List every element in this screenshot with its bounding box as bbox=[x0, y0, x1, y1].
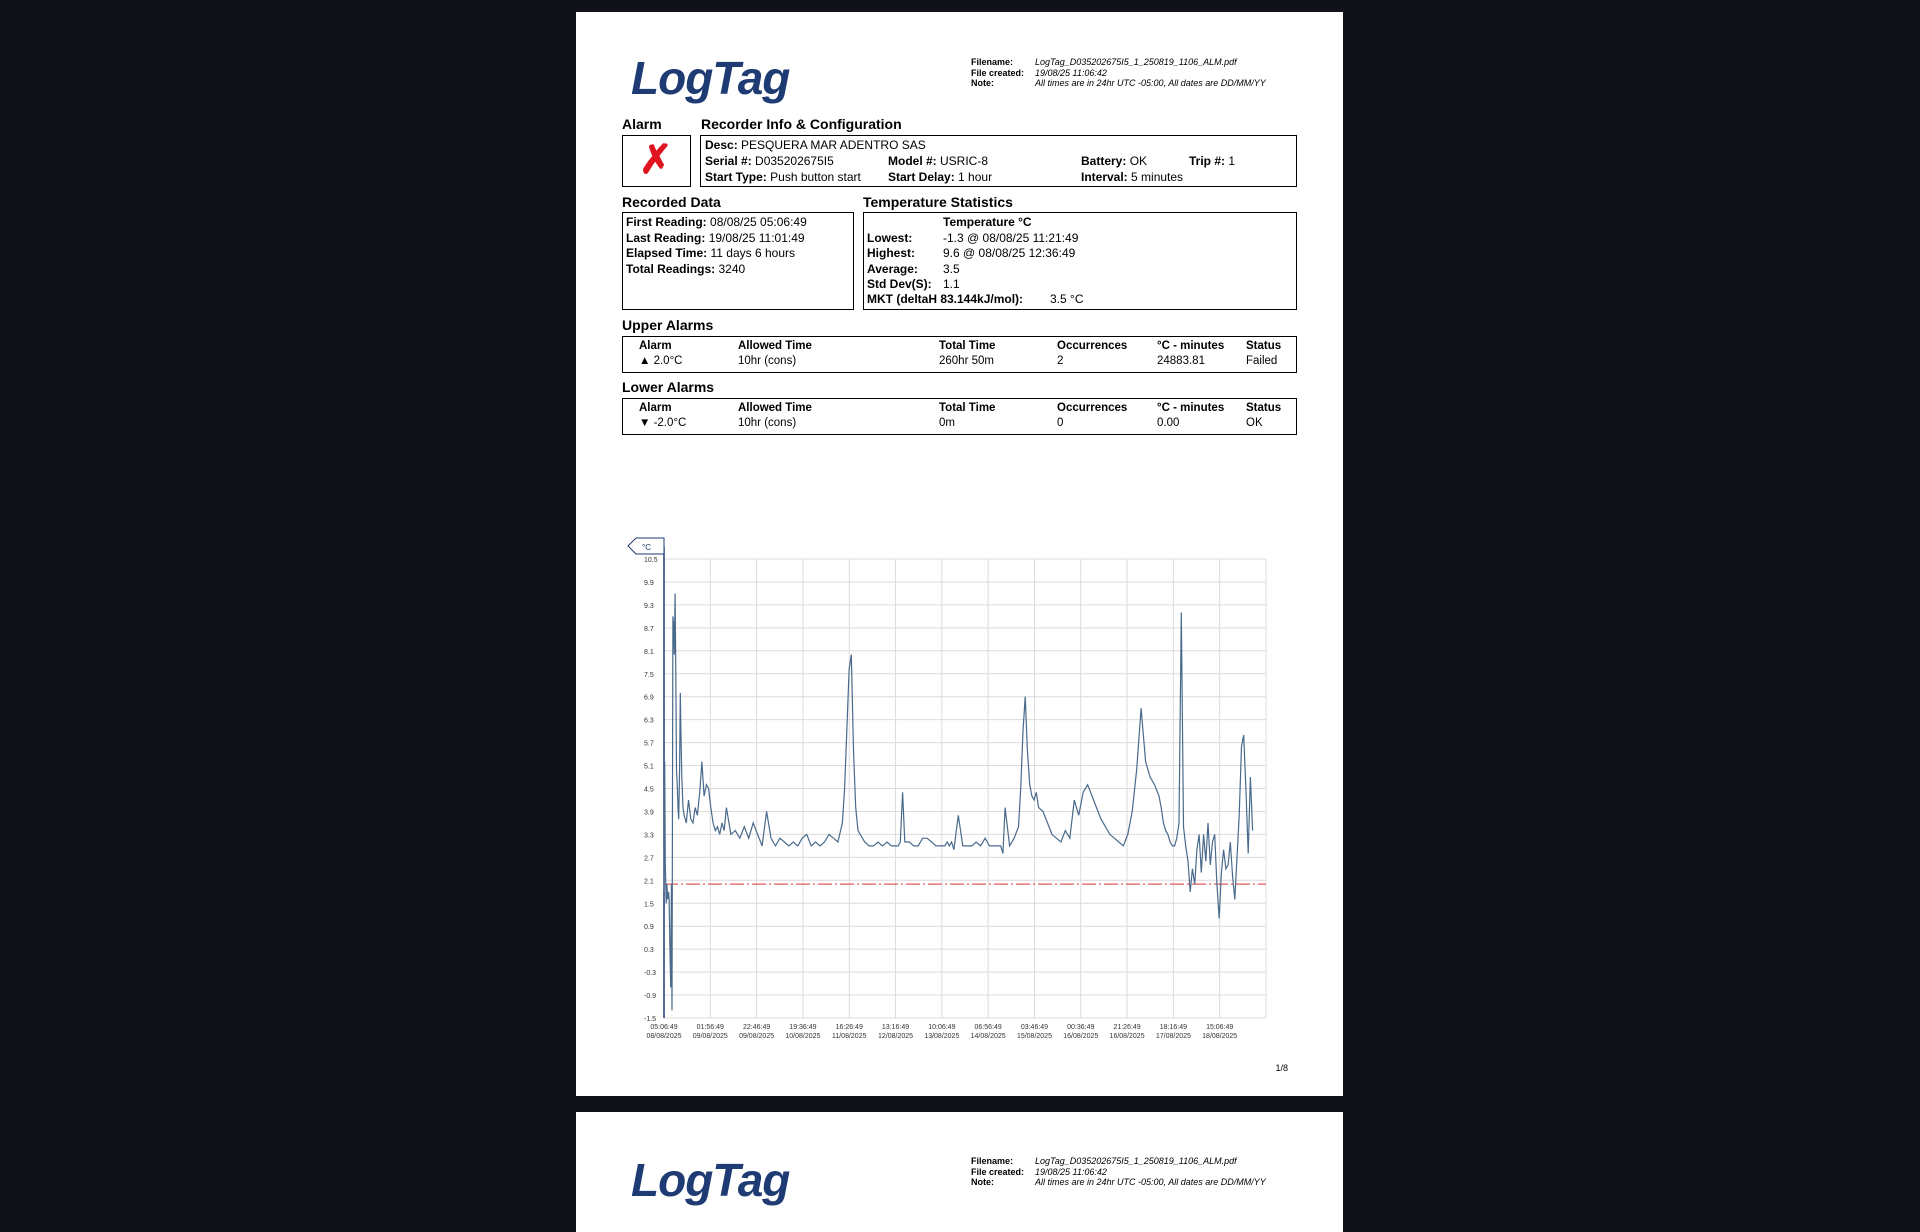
x-tick-date: 10/08/2025 bbox=[785, 1033, 821, 1040]
x-tick-date: 16/08/2025 bbox=[1109, 1033, 1145, 1040]
desc-value: PESQUERA MAR ADENTRO SAS bbox=[741, 138, 926, 152]
recorded-data-title: Recorded Data bbox=[622, 194, 721, 210]
x-tick-date: 14/08/2025 bbox=[970, 1033, 1006, 1040]
upper-alarms-table: Alarm Allowed Time Total Time Occurrences °C - minutes Status ▲ 2.0°C 10hr (cons) 260hr 50m 2 24883.81 Failed bbox=[622, 336, 1297, 373]
total-readings-value: 3240 bbox=[718, 262, 746, 276]
lower-alarm-status: OK bbox=[1246, 417, 1263, 429]
upper-alarm-status: Failed bbox=[1246, 355, 1278, 367]
alarm-title: Alarm bbox=[622, 116, 662, 132]
y-tick-label: 3.9 bbox=[644, 809, 654, 817]
note-value: All times are in 24hr UTC -05:00, All dates are DD/MM/YY bbox=[1035, 78, 1266, 88]
y-tick-label: 7.5 bbox=[644, 671, 654, 679]
x-tick-time: 01:56:49 bbox=[696, 1024, 724, 1031]
lower-alarm-threshold: ▼ -2.0°C bbox=[639, 417, 687, 429]
average-value: 3.5 bbox=[943, 262, 960, 276]
page-number: 1/8 bbox=[1275, 1063, 1288, 1073]
y-tick-label: 5.7 bbox=[644, 740, 654, 748]
upper-alarm-threshold: ▲ 2.0°C bbox=[639, 355, 683, 367]
x-tick-time: 10:06:49 bbox=[928, 1024, 956, 1031]
y-tick-label: 8.7 bbox=[644, 625, 654, 633]
y-tick-label: 9.3 bbox=[644, 602, 654, 610]
x-tick-date: 11/08/2025 bbox=[831, 1033, 867, 1040]
logtag-logo: LogTag bbox=[631, 52, 790, 104]
x-tick-time: 22:46:49 bbox=[742, 1024, 771, 1031]
y-tick-label: 2.7 bbox=[644, 855, 654, 863]
start-delay-value: 1 hour bbox=[958, 170, 993, 184]
file-info-page2: Filename: LogTag_D035202675I5_1_250819_1106_ALM.pdf File created: 19/08/25 11:06:42 Note: All times are in 24hr UTC -05:00, All dates are DD/MM/YY bbox=[971, 1156, 1266, 1187]
y-tick-label: 3.3 bbox=[644, 832, 654, 840]
y-tick-label: 0.3 bbox=[644, 947, 654, 955]
lower-alarms-table: Alarm Allowed Time Total Time Occurrences °C - minutes Status ▼ -2.0°C 10hr (cons) 0m 0 0.00 OK bbox=[622, 398, 1297, 435]
y-tick-label: 8.1 bbox=[644, 648, 654, 656]
y-tick-label: 5.1 bbox=[644, 763, 654, 771]
x-tick-date: 13/08/2025 bbox=[924, 1033, 960, 1040]
x-tick-date: 09/08/2025 bbox=[692, 1033, 728, 1040]
lower-alarms-title: Lower Alarms bbox=[622, 379, 715, 395]
y-tick-label: -0.9 bbox=[644, 993, 657, 1001]
file-info: Filename: LogTag_D035202675I5_1_250819_1106_ALM.pdf File created: 19/08/25 11:06:42 Note: All times are in 24hr UTC -05:00, All dates are DD/MM/YY bbox=[971, 57, 1266, 88]
x-tick-date: 09/08/2025 bbox=[739, 1033, 775, 1040]
y-tick-label: 6.9 bbox=[644, 694, 654, 702]
x-tick-time: 13:16:49 bbox=[881, 1024, 910, 1031]
y-tick-label: 10.5 bbox=[644, 557, 658, 564]
x-tick-date: 16/08/2025 bbox=[1063, 1033, 1099, 1040]
report-page bbox=[576, 12, 1343, 1096]
filename-value: LogTag_D035202675I5_1_250819_1106_ALM.pdf bbox=[1035, 57, 1237, 67]
mkt-value: 3.5 °C bbox=[1050, 292, 1084, 306]
y-tick-label: 4.5 bbox=[644, 786, 654, 794]
x-tick-time: 15:06:49 bbox=[1206, 1024, 1234, 1031]
y-tick-label: 1.5 bbox=[644, 901, 654, 909]
battery-value: OK bbox=[1129, 154, 1148, 168]
lowest-value: -1.3 @ 08/08/25 11:21:49 bbox=[943, 231, 1079, 245]
highest-value: 9.6 @ 08/08/25 12:36:49 bbox=[943, 246, 1076, 260]
interval-value: 5 minutes bbox=[1131, 170, 1184, 184]
x-tick-date: 12/08/2025 bbox=[878, 1033, 914, 1040]
elapsed-time-value: 11 days 6 hours bbox=[710, 246, 795, 260]
first-reading-value: 08/08/25 05:06:49 bbox=[710, 215, 807, 229]
x-tick-date: 08/08/2025 bbox=[646, 1033, 682, 1040]
std-dev-value: 1.1 bbox=[943, 277, 960, 291]
y-tick-label: -0.3 bbox=[644, 970, 657, 978]
model-value: USRIC-8 bbox=[940, 154, 989, 168]
x-tick-time: 06:56:49 bbox=[974, 1024, 1002, 1031]
x-tick-time: 18:16:49 bbox=[1159, 1024, 1188, 1031]
report-page-2 bbox=[576, 1112, 1343, 1232]
temp-col-header: Temperature °C bbox=[943, 215, 1032, 229]
trip-value: 1 bbox=[1228, 154, 1236, 168]
recorder-title: Recorder Info & Configuration bbox=[701, 116, 902, 132]
start-type-value: Push button start bbox=[770, 170, 861, 184]
x-tick-time: 21:26:49 bbox=[1113, 1024, 1141, 1031]
y-tick-label: 6.3 bbox=[644, 717, 654, 725]
y-tick-label: 0.9 bbox=[644, 924, 654, 932]
last-reading-value: 19/08/25 11:01:49 bbox=[708, 231, 805, 245]
recorder-info-box: Desc: PESQUERA MAR ADENTRO SAS Serial #: D035202675I5 Model #: USRIC-8 Battery: OK Trip #: 1 Start Type: Push button start Start Delay: 1 hour Interval: 5 minutes bbox=[700, 135, 1297, 187]
serial-value: D035202675I5 bbox=[755, 154, 834, 168]
x-tick-time: 03:46:49 bbox=[1020, 1024, 1049, 1031]
file-created-value: 19/08/25 11:06:42 bbox=[1035, 67, 1107, 78]
upper-alarms-title: Upper Alarms bbox=[622, 317, 714, 333]
y-tick-label: 9.9 bbox=[644, 579, 654, 587]
temp-stats-title: Temperature Statistics bbox=[863, 194, 1013, 210]
temp-stats-box: Temperature °C Lowest: -1.3 @ 08/08/25 11:21:49 Highest: 9.6 @ 08/08/25 12:36:49 Average: 3.5 Std Dev(S): 1.1 MKT (deltaH 83.144kJ/mol): 3.5 °C bbox=[863, 212, 1297, 310]
y-tick-label: 2.1 bbox=[644, 878, 654, 886]
x-tick-date: 15/08/2025 bbox=[1016, 1033, 1052, 1040]
logtag-logo-page2: LogTag bbox=[631, 1154, 790, 1206]
recorded-data-box: First Reading: 08/08/25 05:06:49 Last Reading: 19/08/25 11:01:49 Elapsed Time: 11 days 6 hours Total Readings: 3240 bbox=[622, 212, 854, 310]
x-tick-time: 16:26:49 bbox=[835, 1024, 863, 1031]
temperature-chart bbox=[576, 12, 1343, 1096]
temperature-series-line bbox=[664, 593, 1253, 1010]
unit-label: °C bbox=[642, 543, 651, 552]
x-tick-date: 17/08/2025 bbox=[1155, 1033, 1191, 1040]
y-tick-label: -1.5 bbox=[644, 1016, 657, 1023]
x-tick-time: 05:06:49 bbox=[650, 1024, 678, 1031]
x-tick-time: 00:36:49 bbox=[1067, 1024, 1095, 1031]
x-tick-time: 19:36:49 bbox=[789, 1024, 817, 1031]
alarm-x-icon: ✗ bbox=[639, 138, 673, 182]
x-tick-date: 18/08/2025 bbox=[1202, 1033, 1238, 1040]
